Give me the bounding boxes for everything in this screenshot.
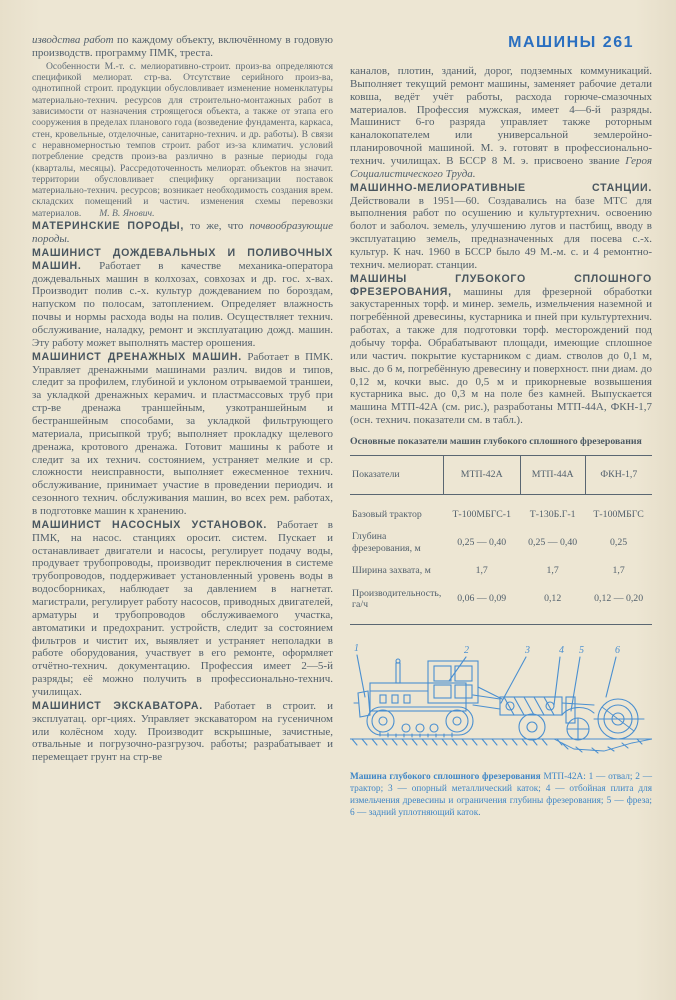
cell-value: 0,25 — 0,40 — [457, 536, 507, 548]
text-columns — [32, 34, 652, 820]
entry-text: Работает в строит. и эксплуатац. орг-циях. Управляет экскаватором на гусеничном или колёсном ходу. Производит вскрышные, зачистные, отвальные и погрузочно-разгрузоч. работы; разрабатывает и перемещает грунт на стр-ве — [32, 699, 333, 764]
caption-title: Машина глубокого сплошного фрезерования — [350, 772, 541, 783]
honor-title-italic: Героя Социалистического Труда. — [350, 155, 652, 180]
entry-mashinist-nasosnyh — [32, 519, 333, 699]
entry-mashinist-dozhdevalnyh — [32, 247, 333, 350]
entry-term: МАШИНИСТ НАСОСНЫХ УСТАНОВОК. — [32, 518, 267, 531]
figure-label-5: 5 — [579, 645, 584, 657]
entry-italic: почвообразующие породы. — [32, 220, 333, 245]
entry-text: то же, что — [183, 220, 250, 233]
table-row — [350, 526, 652, 560]
entry-mashiny-frezerovaniya — [350, 273, 652, 427]
figure-label-4: 4 — [559, 645, 564, 657]
cell-value: 0,06 — 0,09 — [457, 593, 507, 605]
spec-table-block — [350, 436, 652, 625]
running-head-title: МАШИНЫ — [508, 34, 597, 51]
column-header: Показатели — [350, 456, 443, 494]
caption-legend: 1 — отвал; 2 — трактор; 3 — опорный металлический каток; 4 — отбойная плита для измельчения древесины и ограничения глубины фрезерования; 5 — фреза; 6 — задний уплотняющий каток. — [350, 772, 652, 819]
entry-term: МАТЕРИНСКИЕ ПОРОДЫ, — [32, 220, 184, 233]
figure-label-2: 2 — [464, 645, 469, 657]
figure-label-3: 3 — [525, 645, 530, 657]
figure-label-1: 1 — [354, 643, 359, 655]
entry-mashinist-ekskavatora — [32, 700, 333, 764]
entry-term: МАШИНИСТ ЭКСКАВАТОРА. — [32, 699, 203, 712]
cell-value: 0,25 — [610, 536, 628, 548]
caption-model: МТП-42А: — [540, 772, 589, 783]
small-print-paragraph — [32, 61, 333, 219]
entry-term: МАШИНЫ ГЛУБОКОГО СПЛОШНОГО ФРЕЗЕРОВАНИЯ, — [350, 272, 652, 298]
cell-value: 1,7 — [546, 565, 559, 577]
paragraph-continuation — [350, 65, 652, 181]
entry-text: Работает в ПМК. Управляет дренажными машинами различ. видов и типов, следит за профилем, глубиной и уклоном отрываемой траншеи, за укладкой дренажных керамич. и пластмассовых труб при стр-ве дренажа траншейным, узкотраншейным и бестраншейным способами, за укладкой фильтрующего материала, присыпкой труб; выполняет прокладку щелевого дренажа, кротового дренажа. Готовит машины к работе и следит за их технич. состоянием, устраняет мелкие и ср. сложности неисправности, выполняет ежесменное технич. обслуживание, принимает участие в проведении периодич. и сезонного технич. обслуживания машин, во всех рем. работах, в подготовке машин к хранению. — [32, 350, 333, 517]
cell-value: 0,25 — 0,40 — [528, 536, 578, 548]
entry-term: МАШИННО-МЕЛИОРАТИВНЫЕ СТАНЦИИ. — [350, 181, 652, 194]
entry-term: МАШИНИСТ ДОЖДЕВАЛЬНЫХ И ПОЛИВОЧНЫХ МАШИН. — [32, 246, 333, 272]
entry-mashinno-meliorativnye — [350, 182, 652, 272]
spec-table — [350, 455, 652, 625]
entry-text: машины для фрезерной обработки закустаренных торф. и минер. земель, измельчения наземной и погребённой древесины, кустарника и пней при культуртехнич. работах, а также для подготовки торф. месторождений под добычу торфа. Обрабатывают площади, имеющие сплошное или частич. покрытие кустарником с диам. стволов до 0,1 м, выс. до 6 м, погребённую древесину и поверхност. пни диам. до 0,12 м, кочки выс. до 0,5 м и прикорневые возвышения кустарника выс. до 0,3 м на поле без камней. Выпускается машина МТП-42А (см. рис.), разработаны МТП-44А, ФКН-1,7 (осн. технич. показатели см. в табл.). — [350, 285, 652, 427]
row-label: Глубина фрезерования, м — [352, 531, 421, 554]
paragraph-text: по каждому объекту, включённому в годовую производств. программу ПМК, треста. — [32, 34, 333, 59]
right-column — [350, 34, 652, 820]
entry-text: Работает в качестве механика-оператора дождевальных машин в колхозах, совхозах и др. гос. х-вах. Производит полив с.-х. культур дождеванием по бороздам, напуском по полосам, затоплением. Определяет влажность почвы и нормы расхода воды на полив. Осуществляет технич. обслуживание, наладку, ремонт и эксплуатацию дожд. машин. Эту работу может выполнять мастер орошения. — [32, 259, 333, 349]
milling-machine-drawing — [350, 639, 652, 767]
row-label: Ширина захвата, м — [352, 565, 431, 577]
entry-mashinist-drenazhnyh — [32, 351, 333, 518]
cell-value: 1,7 — [475, 565, 488, 577]
small-print-text: Особенности М.-т. с. мелиоративно-строит. произ-ва определяются спецификой мелиорат. стр-ва. Отсутствие серийного произ-ва, однотипной строит. продукции обусловливает изменение номенклатуры материально-технич. ресурсов для строительно-монтажных работ в зависимости от назначения строящегося объекта, а также от этапа его сооружения в пределах планового года (возведение фундамента, каркаса, стен, кровельные, отделочные, санитарно-технич. и др. работы). В связи с неравномерностью темпов строит. работ из-за климатич. условий потребление средств произ-ва различно в разные периоды года (кварталы, месяцы). Рассредоточенность мелиорат. объектов на значит. территории обусловливает специфику организации поставок материально-технич. ресурсов; возникает необходимость создания врем. складских помещений и частич. изменения схемы перевозки материалов. — [32, 60, 333, 219]
row-label: Базовый трактор — [352, 508, 422, 520]
table-row — [350, 583, 652, 625]
table-title: Основные показатели машин глубокого сплошного фрезерования — [350, 436, 642, 448]
table-header-row — [350, 456, 652, 494]
figure-caption — [350, 772, 652, 820]
machine-illustration — [350, 639, 652, 767]
left-column — [32, 34, 333, 820]
table-row — [350, 560, 652, 582]
entry-term: МАШИНИСТ ДРЕНАЖНЫХ МАШИН. — [32, 350, 242, 363]
page-number: 261 — [602, 34, 634, 51]
row-label: Производительность, га/ч — [352, 587, 442, 611]
entry-text: Работает в ПМК, на насос. станциях оросит. систем. Пускает и останавливает двигатели и насосы, регулирует подачу воды, продувает трубопроводы, производит переключения в системе трубопроводов, поддерживает установленный уровень воды в водосборниках, наблюдает за давлением в нагнетат. магистрали, регулирует работу насосов, приводных двигателей, арматуры и трубопроводов обслуживаемого участка, автоматики и предохранит. устройств, следит за состоянием фильтров и чистит их, выявляет и устраняет неполадки в работе оборудования, участвует в его ремонте, оформляет отчётно-технич. документацию. Профессия имеет 2—5-й разряды; её можно получить в профессионально-технич. училищах. — [32, 518, 333, 699]
cell-value: 0,12 — [544, 593, 562, 605]
entry-text: Действовали в 1951—60. Создавались на базе МТС для выполнения работ по осушению и культуртехнич. освоению болот и заболоч. земель, улучшению лугов и пастбищ, вводу в эксплуатацию земель, предназначенных для посева с.-х. культур. К нач. 1960 в БССР было 49 М.-м. с. и 4 ремонтно-технич. мелиорат. станции. — [350, 194, 652, 271]
cell-value: Т-100МБГС-1 — [452, 508, 511, 520]
author-signature: М. В. Янович. — [99, 207, 155, 219]
paragraph-continuation — [32, 34, 333, 60]
paragraph-text: каналов, плотин, зданий, дорог, подземных коммуникаций. Выполняет текущий ремонт машины, заменяет рабочие детали ковша, ведёт учёт работы, расхода горюче-смазочных материалов. Профессия мужская, имеет 4—6-й разряды. Машинист 6-го разряда управляет также роторным каналокопателем или универсальной землеройно-планировочной машиной. М. э. готовят в профессионально-технич. училищах. В БССР 8 М. э. присвоено звание — [350, 65, 652, 168]
italic-lead: изводства работ — [32, 34, 114, 46]
cell-value: Т-130Б.Г-1 — [529, 508, 576, 520]
cell-value: Т-100МБГС — [593, 508, 644, 520]
column-header: МТП-44А — [520, 456, 585, 494]
cell-value: 1,7 — [612, 565, 625, 577]
column-header: МТП-42А — [443, 456, 520, 494]
entry-materinskie-porody — [32, 220, 333, 246]
column-header: ФКН-1,7 — [585, 456, 652, 494]
cell-value: 0,12 — 0,20 — [594, 593, 644, 605]
figure-block — [350, 639, 652, 820]
figure-label-6: 6 — [615, 645, 620, 657]
table-row — [350, 494, 652, 526]
